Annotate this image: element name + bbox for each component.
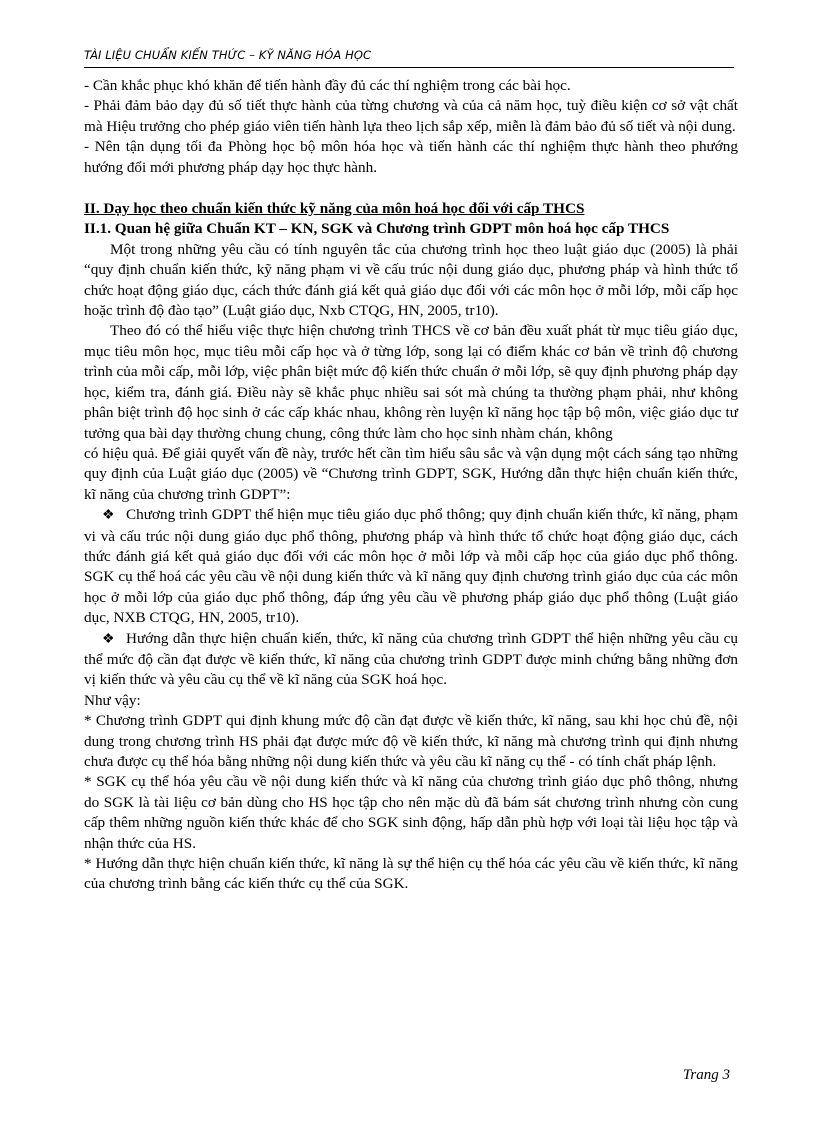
diamond-bullet-icon: ❖ <box>102 631 115 647</box>
bullet-text: Hướng dẫn thực hiện chuẩn kiến, thức, kĩ năng của chương trình GDPT thể hiện những yêu cầu cụ thể mức độ cần đạt được về kiến thức, kĩ năng của chương trình GDPT được minh chứng bằng những đơn vị kiến thức và yêu cầu cụ thể về kĩ năng của SGK hoá học. <box>84 629 738 689</box>
diamond-bullet-icon: ❖ <box>102 508 115 524</box>
subsection-heading: II.1. Quan hệ giữa Chuẩn KT – KN, SGK và Chương trình GDPT môn hoá học cấp THCS <box>84 220 670 238</box>
page-number: Trang 3 <box>682 1067 730 1083</box>
spacer <box>84 178 738 199</box>
bullet-text: Chương trình GDPT thể hiện mục tiêu giáo dục phổ thông; quy định chuẩn kiến thức, kĩ năng, phạm vi và cấu trúc nội dung giáo dục phổ thông, phương pháp và hình thức tổ chức hoạt động giáo dục, cách thức đánh giá kết quả giáo dục đối với các môn học ở mỗi lớp và mỗi cấp học của giáo dục phổ thông. SGK cụ thể hoá các yêu cầu về nội dung kiến thức và kĩ năng quy định chương trình giáo dục của các môn học ở mỗi lớp của giáo dục phổ thông, đáp ứng yêu cầu về phương pháp giáo dục phổ thông (Luật giáo dục, NXB CTQG, HN, 2005, tr10). <box>84 506 738 627</box>
header-rule <box>84 67 734 68</box>
page-content <box>84 76 738 895</box>
paragraph: * Hướng dẫn thực hiện chuẩn kiến thức, kĩ năng là sự thể hiện cụ thể hóa các yêu cầu về kiến thức, kĩ năng của chương trình bằng các kiến thức cụ thể của SGK. <box>84 855 738 893</box>
bullet-item <box>84 505 738 628</box>
paragraph: Theo đó có thể hiểu việc thực hiện chương trình THCS về cơ bản đều xuất phát từ mục tiêu giáo dục, mục tiêu môn học, mục tiêu mỗi cấp học và ở từng lớp, song lại có điểm khác cơ bản về trình độ chương trình của mỗi cấp, mỗi lớp, việc phân biệt mức độ kiến thức chuẩn ở mỗi lớp, sẽ quy định phương pháp dạy học, kiểm tra, đánh giá. Điều này sẽ khắc phục nhiều sai sót mà chúng ta thường phạm phải, như không phân biệt trình độ học sinh ở các cấp khác nhau, không rèn luyện kĩ năng học tập bộ môn, việc giáo dục tư tưởng qua bài dạy thường chung chung, công thức làm cho học sinh nhàm chán, không <box>84 322 738 442</box>
paragraph: * SGK cụ thể hóa yêu cầu về nội dung kiến thức và kĩ năng của chương trình giáo dục phô thông, nhưng do SGK là tài liệu cơ bản dùng cho HS học tập cho nên mặc dù đã bám sát chương trình nhưng còn cung cấp thêm những nguồn kiến thức khác để cho SGK sinh động, hấp dẫn phù hợp với loại tài liệu học tập và nhận thức của HS. <box>84 773 738 852</box>
paragraph: - Cần khắc phục khó khăn để tiến hành đầy đủ các thí nghiệm trong các bài học. <box>84 77 571 94</box>
paragraph: có hiệu quả. Để giải quyết vấn đề này, trước hết cần tìm hiểu sâu sắc và vận dụng một cách sáng tạo những quy định của Luật giáo dục (2005) về “Chương trình GDPT, SGK, Hướng dẫn thực hiện chuẩn kiến thức, kĩ năng của chương trình GDPT”: <box>84 444 738 503</box>
paragraph: Như vậy: <box>84 691 141 709</box>
paragraph: * Chương trình GDPT qui định khung mức độ cần đạt được về kiến thức, kĩ năng, sau khi học chủ đề, nội dung trong chương trình HS phải đạt được mức độ về kiến thức, kĩ năng mà chương trình qui định nhưng chưa được cụ thể hóa bằng những nội dung kiến thức và yêu cầu kĩ năng cụ thể - có tính chất pháp lệnh. <box>84 712 738 770</box>
paragraph: - Phải đảm bảo dạy đủ số tiết thực hành của từng chương và của cả năm học, tuỳ điều kiện cơ sở vật chất mà Hiệu trưởng cho phép giáo viên tiến hành lựa theo lịch sắp xếp, miễn là đảm bảo đủ số tiết và nội dung. <box>84 97 738 135</box>
section-heading: II. Dạy học theo chuẩn kiến thức kỹ năng của môn hoá học đối với cấp THCS <box>84 200 585 218</box>
paragraph: - Nên tận dụng tối đa Phòng học bộ môn hóa học và tiến hành các thí nghiệm thực hành theo phướng hướng đổi mới phương pháp dạy học thực hành. <box>84 138 738 176</box>
running-header: TÀI LIỆU CHUẨN KIẾN THỨC – KỸ NĂNG HÓA HỌC <box>84 48 372 62</box>
bullet-item <box>84 629 738 691</box>
paragraph: Một trong những yêu cầu có tính nguyên tắc của chương trình học theo luật giáo dục (2005) là phải “quy định chuẩn kiến thức, kỹ năng phạm vi về cấu trúc nội dung giáo dục, phương pháp và hình thức tổ chức hoạt động giáo dục, cách thức đánh giá kết quả giáo dục đối với các môn học ở mỗi lớp, mỗi cấp học hoặc trình độ đào tạo” (Luật giáo dục, Nxb CTQG, HN, 2005, tr10). <box>84 240 738 320</box>
